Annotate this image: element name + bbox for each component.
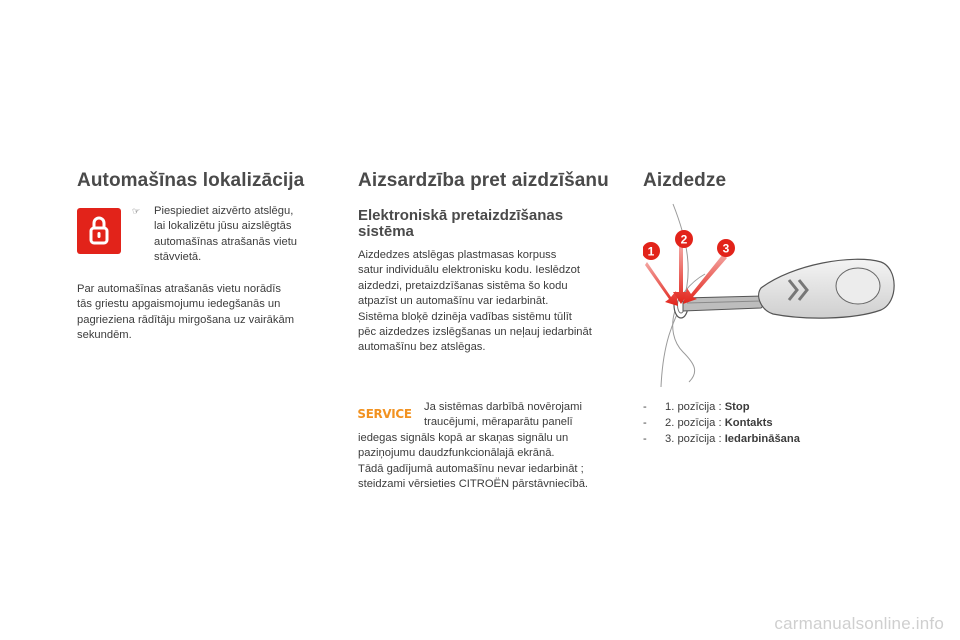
paragraph-line: paziņojumu daudzfunkcionālajā ekrānā.: [358, 447, 555, 460]
watermark: carmanualsonline.info: [774, 614, 944, 633]
paragraph-line: traucējumi, mēraparātu panelī: [424, 416, 573, 429]
figure-number: 3: [722, 241, 730, 256]
section-anti-theft: [357, 168, 623, 491]
paragraph-line: tās griestu apgaismojumu iedegšanās un: [77, 298, 281, 311]
bullet-arrow-icon: ☞: [132, 206, 141, 216]
section-title: Aizsardzība pret aizdzīšanu: [358, 170, 609, 191]
paragraph-line: steidzami vērsieties CITROËN pārstāvniecībā.: [358, 478, 589, 491]
section-ignition: [643, 168, 943, 445]
paragraph-line: Tādā gadījumā automašīnu nevar iedarbināt ;: [358, 462, 584, 475]
paragraph-line: pagrieziena rādītāju mirgošana uz vairākām: [77, 313, 295, 326]
subtitle-line: Elektroniskā pretaizdzīšanas: [358, 207, 564, 224]
bullet-line: lai lokalizētu jūsu aizslēgtās: [154, 220, 292, 233]
list-item: - 3. pozīcija : Iedarbināšana: [643, 432, 800, 445]
ignition-positions-list: [643, 400, 933, 447]
paragraph-line: iedegas signāls kopā ar skaņas signālu un: [358, 431, 569, 444]
immobiliser-description: [358, 248, 623, 356]
locating-description: [77, 282, 327, 344]
paragraph-line: automašīnu bez atslēgas.: [358, 341, 486, 354]
paragraph-line: Sistēma bloķē dzinēja vadības sistēmu tūlīt: [358, 310, 572, 323]
padlock-icon: [77, 208, 121, 254]
service-warning-icon: SERVICE: [357, 405, 413, 421]
paragraph-line: atpazīst un automašīnu var iedarbināt.: [358, 295, 549, 308]
figure-number: 2: [680, 232, 688, 247]
subsection-title: [358, 208, 623, 240]
list-item: - 2. pozīcija : Kontakts: [643, 416, 773, 429]
bullet-line: automašīnas atrašanās vietu: [154, 235, 298, 248]
paragraph-line: Par automašīnas atrašanās vietu norādīs: [77, 283, 281, 295]
list-item: - 1. pozīcija : Stop: [643, 401, 750, 413]
ignition-key-illustration: [643, 202, 903, 392]
section-title: Aizdedze: [643, 170, 727, 191]
bullet-line: stāvvietā.: [154, 251, 202, 264]
section-title: Automašīnas lokalizācija: [77, 170, 305, 191]
service-warning-text: [358, 400, 623, 492]
subtitle-line: sistēma: [358, 223, 414, 240]
paragraph-line: pēc aizdedzes izslēgšanas un neļauj iedarbināt: [358, 326, 592, 339]
paragraph-line: satur individuālu elektronisku kodu. Ieslēdzot: [358, 264, 581, 277]
section-vehicle-locating: [77, 168, 327, 342]
paragraph-line: aizdedzi, pretaizdzīšanas sistēma šo kodu: [358, 279, 568, 292]
paragraph-line: Aizdedzes atslēgas plastmasas korpuss: [358, 249, 557, 261]
paragraph-line: sekundēm.: [77, 329, 132, 342]
figure-number: 1: [647, 244, 655, 259]
bullet-line: Piespiediet aizvērto atslēgu,: [154, 205, 294, 217]
paragraph-line: Ja sistēmas darbībā novērojami: [424, 401, 582, 413]
